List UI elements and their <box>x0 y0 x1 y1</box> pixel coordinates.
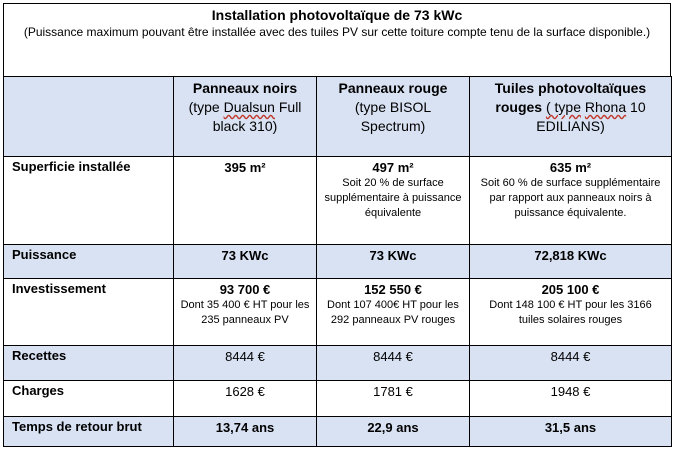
header-col3-type-post: 10 EDILIANS) <box>536 99 646 134</box>
header-col3-title-text: Tuiles photovoltaïques rouges <box>494 80 647 115</box>
superficie-col3-value: 635 m² <box>549 160 592 175</box>
header-col1-type <box>179 98 311 136</box>
puissance-col1-value: 73 KWc <box>221 248 269 263</box>
label-investissement: Investissement <box>4 279 174 346</box>
charges-col2-value: 1781 € <box>373 384 413 399</box>
title-box <box>3 3 671 76</box>
header-col2-title: Panneaux rouge <box>338 80 448 96</box>
header-col3-brand: Rhona <box>584 99 627 115</box>
comparison-table <box>3 76 672 447</box>
header-col2-type: (type BISOL Spectrum) <box>354 99 432 134</box>
charges-col2 <box>317 381 470 417</box>
charges-col1 <box>174 381 317 417</box>
row-puissance <box>4 245 672 279</box>
superficie-col2-note: Soit 20 % de surface supplémentaire à puissance équivalente <box>324 177 462 219</box>
retour-col2-value: 22,9 ans <box>367 420 419 435</box>
recettes-col2-value: 8444 € <box>373 349 413 364</box>
investissement-col2-value: 152 550 € <box>364 282 422 297</box>
puissance-col3-value: 72,818 KWc <box>534 248 607 263</box>
investissement-col2-note: Dont 107 400€ HT pour les 292 panneaux PV rouges <box>327 299 459 326</box>
recettes-col1 <box>174 346 317 381</box>
retour-col1-value: 13,74 ans <box>215 420 275 435</box>
header-empty-cell <box>4 77 174 157</box>
investissement-col1-value: 93 700 € <box>219 282 271 297</box>
row-superficie <box>4 157 672 245</box>
charges-col1-value: 1628 € <box>225 384 265 399</box>
header-col1-type-post: Full black 310) <box>212 99 302 134</box>
puissance-col3 <box>470 245 672 279</box>
puissance-col2-value: 73 KWc <box>369 248 417 263</box>
recettes-col1-value: 8444 € <box>225 349 265 364</box>
superficie-col3 <box>470 157 672 245</box>
puissance-col2 <box>317 245 470 279</box>
header-col3-type-open: ( type <box>545 99 581 115</box>
label-recettes: Recettes <box>4 346 174 381</box>
superficie-col3-note: Soit 60 % de surface supplémentaire par rapport aux panneaux noirs à puissance équivalente. <box>480 177 661 219</box>
superficie-col1-value: 395 m² <box>224 160 266 175</box>
header-row <box>4 77 672 157</box>
header-col1-type-pre: (type <box>188 99 224 115</box>
superficie-col2 <box>317 157 470 245</box>
comparison-document <box>3 3 671 447</box>
charges-col3 <box>470 381 672 417</box>
recettes-col2 <box>317 346 470 381</box>
superficie-col1 <box>174 157 317 245</box>
row-investissement <box>4 279 672 346</box>
retour-col3 <box>470 417 672 447</box>
retour-col3-value: 31,5 ans <box>544 420 597 435</box>
header-tuiles-rouges <box>470 77 672 157</box>
header-panneaux-noirs <box>174 77 317 157</box>
charges-col3-value: 1948 € <box>550 384 591 399</box>
header-col1-title: Panneaux noirs <box>192 80 298 96</box>
header-panneaux-rouge <box>317 77 470 157</box>
label-puissance: Puissance <box>4 245 174 279</box>
recettes-col3-value: 8444 € <box>550 349 591 364</box>
investissement-col3-value: 205 100 € <box>541 282 600 297</box>
investissement-col1 <box>174 279 317 346</box>
recettes-col3 <box>470 346 672 381</box>
row-retour <box>4 417 672 447</box>
investissement-col1-note: Dont 35 400 € HT pour les 235 panneaux PV <box>180 299 310 326</box>
header-col3-title <box>475 79 666 136</box>
superficie-col2-value: 497 m² <box>372 160 414 175</box>
investissement-col3-note: Dont 148 100 € HT pour les 3166 tuiles solaires rouges <box>489 299 652 326</box>
label-retour: Temps de retour brut <box>4 417 174 447</box>
row-charges <box>4 381 672 417</box>
retour-col1 <box>174 417 317 447</box>
row-recettes <box>4 346 672 381</box>
table-title: Installation photovoltaïque de 73 kWc <box>211 7 463 23</box>
retour-col2 <box>317 417 470 447</box>
label-charges: Charges <box>4 381 174 417</box>
investissement-col3 <box>470 279 672 346</box>
label-superficie: Superficie installée <box>4 157 174 245</box>
investissement-col2 <box>317 279 470 346</box>
header-col1-type-brand: Dualsun <box>223 99 275 115</box>
table-subtitle: (Puissance maximum pouvant être installée avec des tuiles PV sur cette toiture compte tenu de la surface disponible.) <box>23 25 651 39</box>
puissance-col1 <box>174 245 317 279</box>
